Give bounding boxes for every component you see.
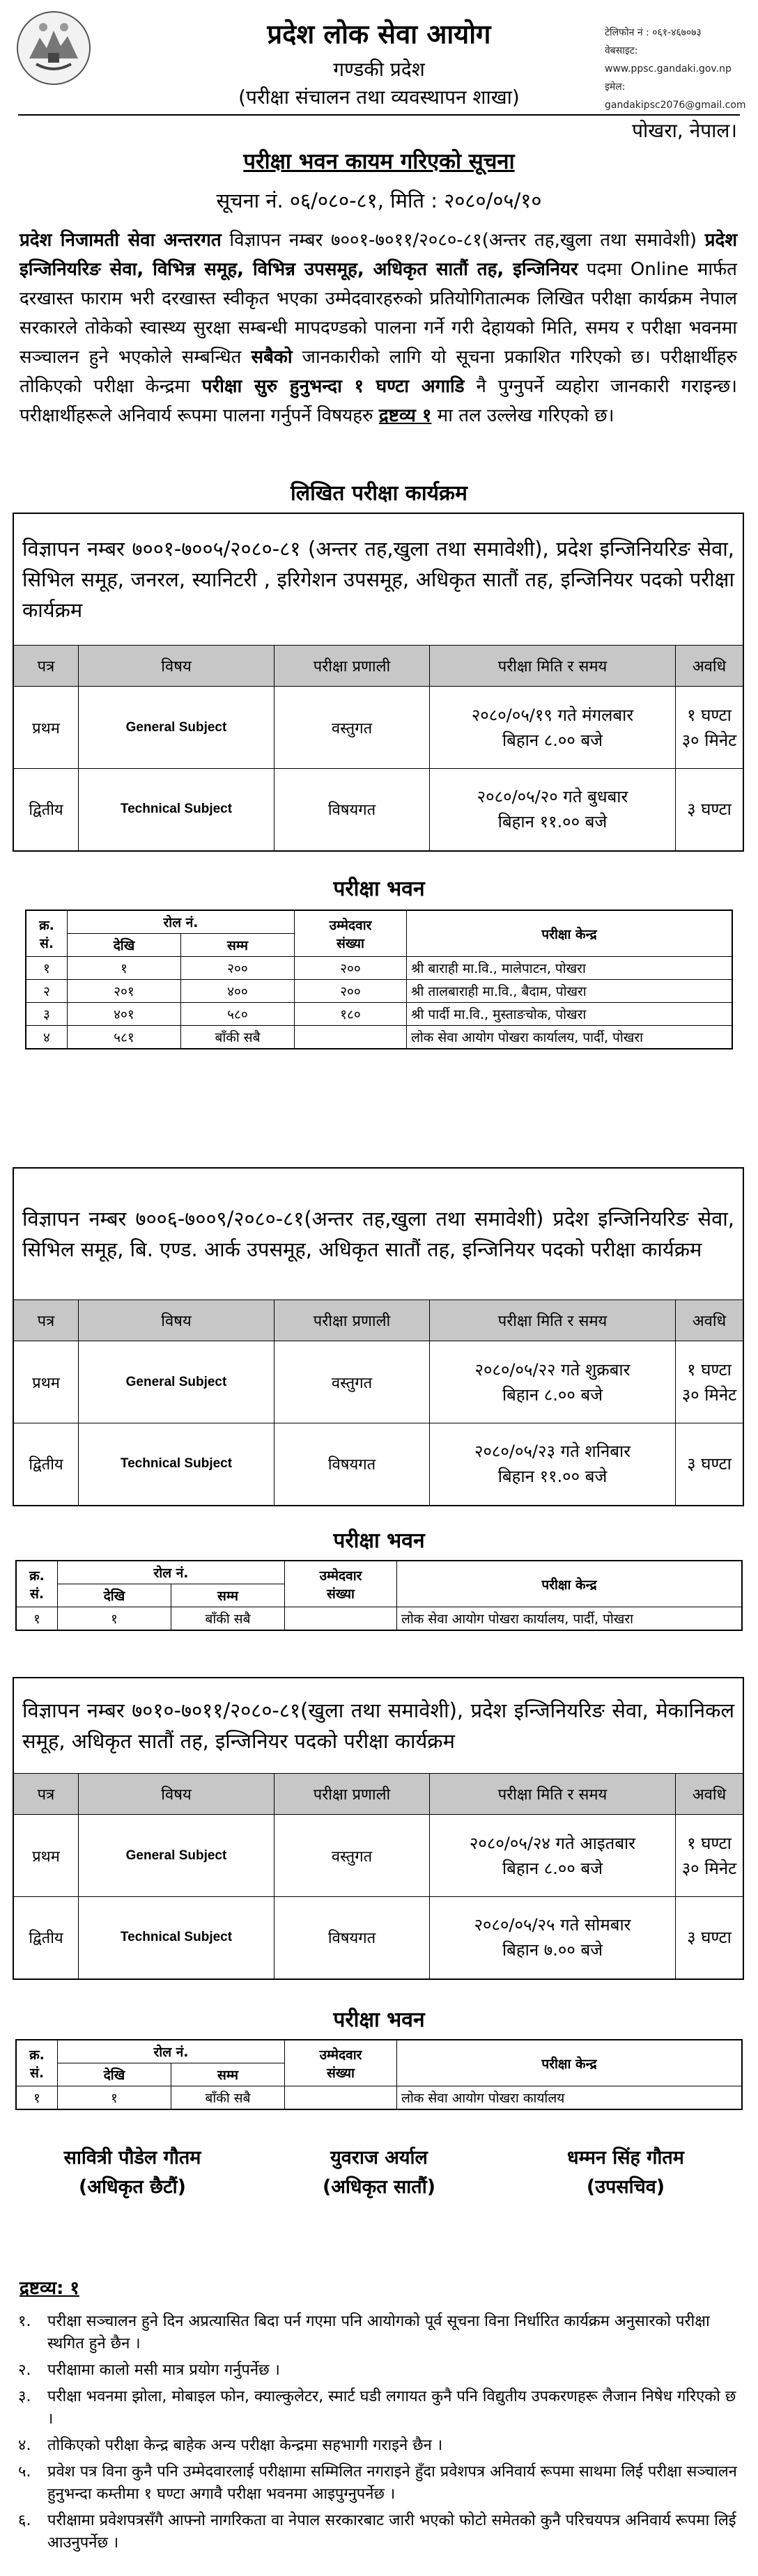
col-system: परीक्षा प्रणाली [274, 646, 430, 687]
duration-cell [676, 1897, 744, 1979]
duration-text: १ घण्टा [687, 705, 732, 725]
col-count: उम्मेदवार संख्या [295, 910, 407, 957]
hall-title-2: परीक्षा भवन [333, 1529, 425, 1553]
to-cell: २०० [181, 957, 295, 980]
date-text: २०८०/०५/२० गते बुधबार [477, 787, 628, 807]
table-row [26, 957, 732, 980]
table-row [16, 1607, 742, 1631]
duration-cell [676, 1423, 744, 1506]
time-text: बिहान ८.०० बजे [502, 730, 603, 750]
sn-cell: ४ [26, 1026, 68, 1049]
datetime-cell [430, 769, 676, 851]
duration-text: १ घण्टा [687, 1833, 732, 1853]
body-text-5: मा तल उल्लेख गरिएको छ। [431, 405, 614, 426]
note-text: तोकिएको परीक्षा केन्द्र बाहेक अन्य परीक्षा केन्द्रमा सहभागी गराइने छैन । [47, 2437, 443, 2454]
note-number: ३. [18, 2388, 31, 2405]
col-duration: अवधि [676, 1774, 744, 1815]
col-from: देखि [58, 2063, 171, 2086]
col-roll: रोल नं. [58, 1561, 285, 1584]
list-item [15, 2386, 740, 2430]
contact-website[interactable]: वेबसाइट: www.ppsc.gandaki.gov.np [605, 45, 732, 75]
list-item [15, 2510, 740, 2554]
paper-cell: प्रथम [13, 687, 79, 769]
signatory-name: युवराज अर्याल [330, 2147, 428, 2169]
body-text-3: जानकारीको लागि यो सूचना प्रकाशित गरिएको छ। परीक्षार्थीहरु तोकिएको परीक्षा केन्द्रमा [20, 347, 737, 397]
body-text-2: पदमा Online मार्फत दरखास्त फाराम भरी दरखास्त स्वीकृत भएका उम्मेदवारहरुको प्रतियोगितात्मक लिखित परीक्षा कार्यक्रम नेपाल सरकारले तोकेको स्वास्थ्य सुरक्षा सम्बन्धी मापदण्डको पालना गर्ने गरी देहायको मिति, समय र परीक्षा भवनमा सञ्चालन हुने भएकोले सम्बन्धित [20, 259, 737, 368]
from-cell: ४०१ [68, 1003, 181, 1026]
from-cell: १ [68, 957, 181, 980]
body-text-4: नै पुग्नुपर्ने व्यहोरा जानकारी गराइन्छ। परीक्षार्थीहरूले अनिवार्य रूपमा पालना गर्नुपर्ने विषयहरु [20, 376, 737, 426]
col-system: परीक्षा प्रणाली [274, 1774, 430, 1815]
table-row [13, 1815, 743, 1897]
signatory-post: (उपसचिव) [586, 2176, 665, 2198]
paper-cell: प्रथम [13, 1341, 79, 1423]
col-to: सम्म [171, 1584, 285, 1607]
paper-cell: द्वितीय [13, 1423, 79, 1506]
note-text: परीक्षामा कालो मसी मात्र प्रयोग गर्नुपर्नेछ । [47, 2362, 280, 2379]
subject-cell: General Subject [79, 1815, 274, 1897]
col-count: उम्मेदवार संख्या [285, 2040, 397, 2086]
col-paper: पत्र [13, 646, 79, 687]
count-cell [285, 2086, 397, 2110]
system-cell: विषयगत [274, 1423, 430, 1506]
from-cell: २०१ [68, 980, 181, 1003]
hall-table-2 [15, 1560, 743, 1631]
col-sn: क्र. सं. [16, 1561, 58, 1607]
notice-title: परीक्षा भवन कायम गरिएको सूचना [243, 149, 515, 174]
program-1-title: विज्ञापन नम्बर ७००१-७००५/२०८०-८१ (अन्तर तह,खुला तथा समावेशी), प्रदेश इन्जिनियरिङ सेवा, सिभिल समूह, जनरल, स्यानिटरी , इरिगेशन उपसमूह, अधिकृत सातौं तह, इन्जिनियर पदको परीक्षा कार्यक्रम [13, 513, 743, 646]
col-subject: विषय [79, 646, 274, 687]
date-text: २०८०/०५/२३ गते शनिबार [474, 1442, 631, 1462]
contact-phone: टेलिफोन नं : ०६१-४६७०७३ [605, 27, 702, 38]
signatory-name: सावित्री पौडेल गौतम [63, 2147, 201, 2169]
col-from: देखि [68, 934, 181, 957]
list-item [15, 2461, 740, 2506]
duration-text: १ घण्टा [687, 1359, 732, 1380]
subject-cell: General Subject [79, 687, 274, 769]
subject-cell: Technical Subject [79, 1897, 274, 1979]
time-text: बिहान ११.०० बजे [497, 1467, 608, 1487]
table-row [16, 2086, 742, 2110]
table-row [13, 1423, 743, 1506]
subject-cell: General Subject [79, 1341, 274, 1423]
contact-email[interactable]: इमेल: gandakipsc2076@gmail.com [605, 81, 746, 111]
datetime-cell [430, 1897, 676, 1979]
notes-heading: द्रष्टव्य: १ [20, 2278, 79, 2299]
body-bold-4: परीक्षा सुरु हुनुभन्दा १ घण्टा अगाडि [201, 376, 465, 397]
time-text: बिहान ७.०० बजे [502, 1940, 603, 1960]
program-3-title: विज्ञापन नम्बर ७०१०-७०११/२०८०-८१(खुला तथा समावेशी), प्रदेश इन्जिनियरिङ सेवा, मेकानिकल समूह, अधिकृत सातौं तह, इन्जिनियर पदको परीक्षा कार्यक्रम [13, 1678, 743, 1774]
center-cell: लोक सेवा आयोग पोखरा कार्यालय [397, 2086, 743, 2110]
center-cell: लोक सेवा आयोग पोखरा कार्यालय, पार्दी, पोखरा [397, 1607, 743, 1631]
note-reference-link[interactable]: द्रष्टव्य १ [378, 405, 432, 426]
signature-1 [28, 2144, 237, 2202]
duration-cell [676, 687, 744, 769]
center-cell: श्री पार्दी मा.वि., मुस्ताङचोक, पोखरा [407, 1003, 733, 1026]
count-cell: २०० [295, 957, 407, 980]
body-bold-1: प्रदेश निजामती सेवा अन्तरगत [20, 230, 222, 251]
table-row [26, 1003, 732, 1026]
table-row [13, 1341, 743, 1423]
contact-block [605, 24, 758, 114]
paper-cell: प्रथम [13, 1815, 79, 1897]
subject-cell: Technical Subject [79, 769, 274, 851]
time-text: बिहान ११.०० बजे [497, 812, 608, 832]
body-bold-2: प्रदेश इन्जिनियरिङ सेवा, विभिन्न समूह, विभिन्न उपसमूह, अधिकृत सातौं तह, इन्जिनियर [20, 230, 737, 280]
signatory-post: (अधिकृत छैटौं) [79, 2176, 186, 2198]
system-cell: वस्तुगत [274, 1815, 430, 1897]
date-text: २०८०/०५/२२ गते शुक्रबार [474, 1359, 631, 1380]
center-cell: लोक सेवा आयोग पोखरा कार्यालय, पार्दी, पोखरा [407, 1026, 733, 1049]
to-cell: बाँकी सबै [171, 1607, 285, 1631]
org-title: प्रदेश लोक सेवा आयोग [267, 19, 491, 49]
date-text: २०८०/०५/२५ गते सोमबार [474, 1915, 631, 1935]
schedule-title: लिखित परीक्षा कार्यक्रम [291, 481, 467, 506]
col-duration: अवधि [676, 646, 744, 687]
col-roll: रोल नं. [58, 2040, 285, 2063]
datetime-cell [430, 1815, 676, 1897]
col-datetime: परीक्षा मिति र समय [430, 1300, 676, 1341]
table-row [13, 1897, 743, 1979]
system-cell: वस्तुगत [274, 1341, 430, 1423]
hall-table-1 [25, 910, 733, 1049]
note-text: परीक्षा भवनमा झोला, मोबाइल फोन, क्याल्कुलेटर, स्मार्ट घडी लगायत कुनै पनि विद्युतीय उपकरणहरू लैजान निषेध गरिएको छ । [47, 2388, 736, 2428]
signatory-name: धम्मन सिंह गौतम [567, 2147, 684, 2169]
date-text: २०८०/०५/२४ गते आइतबार [469, 1833, 636, 1853]
col-to: सम्म [181, 934, 295, 957]
duration-text-2: ३० मिनेट [681, 1858, 737, 1878]
count-cell: २०० [295, 980, 407, 1003]
org-branch: (परीक्षा संचालन तथा व्यवस्थापन शाखा) [238, 86, 520, 109]
col-sn: क्र. सं. [16, 2040, 58, 2086]
body-text-1: विज्ञापन नम्बर ७००१-७०११/२०८०-८१(अन्तर तह,खुला तथा समावेशी) [221, 230, 705, 251]
location: पोखरा, नेपाल। [632, 119, 737, 142]
from-cell: १ [58, 2086, 171, 2110]
table-row [26, 1026, 732, 1049]
datetime-cell [430, 1341, 676, 1423]
hall-title-1: परीक्षा भवन [333, 877, 425, 901]
paper-cell: द्वितीय [13, 1897, 79, 1979]
center-cell: श्री बाराही मा.वि., मालेपाटन, पोखरा [407, 957, 733, 980]
notes-list [15, 2311, 740, 2559]
table-row [13, 769, 743, 851]
note-number: ५. [18, 2463, 31, 2481]
note-number: ६. [18, 2512, 31, 2529]
col-paper: पत्र [13, 1300, 79, 1341]
duration-text: ३ घण्टा [687, 799, 732, 820]
program-2-title: विज्ञापन नम्बर ७००६-७००९/२०८०-८१(अन्तर तह,खुला तथा समावेशी) प्रदेश इन्जिनियरिङ सेवा, सिभिल समूह, बि. एण्ड. आर्क उपसमूह, अधिकृत सातौं तह, इन्जिनियर पदको परीक्षा कार्यक्रम [13, 1168, 743, 1300]
subject-cell: Technical Subject [79, 1423, 274, 1506]
datetime-cell [430, 1423, 676, 1506]
system-cell: वस्तुगत [274, 687, 430, 769]
duration-cell [676, 769, 744, 851]
note-text: परीक्षा सञ्चालन हुने दिन अप्रत्यासित बिदा पर्न गएमा पनि आयोगको पूर्व सूचना विना निर्धारित कार्यक्रम अनुसारको परीक्षा स्थगित हुने छैन । [47, 2313, 710, 2352]
col-center: परीक्षा केन्द्र [397, 1561, 743, 1607]
col-sn: क्र. सं. [26, 910, 68, 957]
system-cell: विषयगत [274, 1897, 430, 1979]
letterhead [0, 0, 758, 142]
time-text: बिहान ८.०० बजे [502, 1858, 603, 1878]
system-cell: विषयगत [274, 769, 430, 851]
col-center: परीक्षा केन्द्र [407, 910, 733, 957]
col-duration: अवधि [676, 1300, 744, 1341]
sn-cell: २ [26, 980, 68, 1003]
program-table-1 [13, 513, 744, 852]
program-table-3 [13, 1677, 744, 1980]
count-cell: १८० [295, 1003, 407, 1026]
to-cell: बाँकी सबै [181, 1026, 295, 1049]
org-province: गण्डकी प्रदेश [333, 58, 425, 81]
note-number: १. [18, 2313, 31, 2330]
hall-title-3: परीक्षा भवन [333, 2008, 425, 2032]
col-system: परीक्षा प्रणाली [274, 1300, 430, 1341]
table-row [26, 980, 732, 1003]
col-from: देखि [58, 1584, 171, 1607]
signatory-post: (अधिकृत सातौं) [322, 2176, 436, 2198]
col-center: परीक्षा केन्द्र [397, 2040, 743, 2086]
from-cell: १ [58, 1607, 171, 1631]
count-cell [285, 1607, 397, 1631]
note-text: परीक्षामा प्रवेशपत्रसँगै आफ्नो नागरिकता वा नेपाल सरकारबाट जारी भएको फोटो समेतको कुनै परिचयपत्र अनिवार्य रूपमा लिई आउनुपर्नेछ । [47, 2512, 736, 2552]
notice-body [20, 226, 737, 430]
to-cell: ५८० [181, 1003, 295, 1026]
to-cell: बाँकी सबै [171, 2086, 285, 2110]
signature-3 [521, 2144, 730, 2202]
center-cell: श्री तालबाराही मा.वि., बैदाम, पोखरा [407, 980, 733, 1003]
col-subject: विषय [79, 1300, 274, 1341]
duration-text: ३ घण्टा [687, 1928, 732, 1948]
program-table-2 [13, 1167, 744, 1506]
col-roll: रोल नं. [68, 910, 295, 934]
col-datetime: परीक्षा मिति र समय [430, 1774, 676, 1815]
col-count: उम्मेदवार संख्या [285, 1561, 397, 1607]
note-text: प्रवेश पत्र विना कुनै पनि उम्मेदवारलाई परीक्षामा सम्मिलित नगराइने हुँदा प्रवेशपत्र अनिवार्य रूपमा साथमा लिई परीक्षा सञ्चालन हुनुभन्दा कम्तीमा १ घण्टा अगावै परीक्षा भवनमा आइपुग्नुपर्नेछ । [47, 2463, 737, 2503]
sn-cell: ३ [26, 1003, 68, 1026]
notice-number: सूचना नं. ०६/०८०-८१, मिति : २०८०/०५/१० [216, 189, 542, 212]
duration-cell [676, 1341, 744, 1423]
note-number: ४. [18, 2437, 31, 2454]
list-item [15, 2359, 740, 2382]
col-to: सम्म [171, 2063, 285, 2086]
col-subject: विषय [79, 1774, 274, 1815]
duration-cell [676, 1815, 744, 1897]
duration-text-2: ३० मिनेट [681, 730, 737, 750]
list-item [15, 2435, 740, 2457]
duration-text-2: ३० मिनेट [681, 1384, 737, 1405]
sn-cell: १ [16, 2086, 58, 2110]
table-row [13, 687, 743, 769]
signature-2 [274, 2144, 484, 2202]
col-datetime: परीक्षा मिति र समय [430, 646, 676, 687]
duration-text: ३ घण्टा [687, 1454, 732, 1474]
datetime-cell [430, 687, 676, 769]
body-bold-3: सबैको [251, 347, 293, 368]
count-cell [295, 1026, 407, 1049]
sn-cell: १ [16, 1607, 58, 1631]
header-divider [18, 114, 740, 116]
hall-table-3 [15, 2039, 743, 2110]
col-paper: पत्र [13, 1774, 79, 1815]
date-text: २०८०/०५/१९ गते मंगलबार [471, 705, 634, 725]
note-number: २. [18, 2362, 31, 2379]
paper-cell: द्वितीय [13, 769, 79, 851]
list-item [15, 2311, 740, 2355]
time-text: बिहान ८.०० बजे [502, 1384, 603, 1405]
to-cell: ४०० [181, 980, 295, 1003]
from-cell: ५८१ [68, 1026, 181, 1049]
sn-cell: १ [26, 957, 68, 980]
